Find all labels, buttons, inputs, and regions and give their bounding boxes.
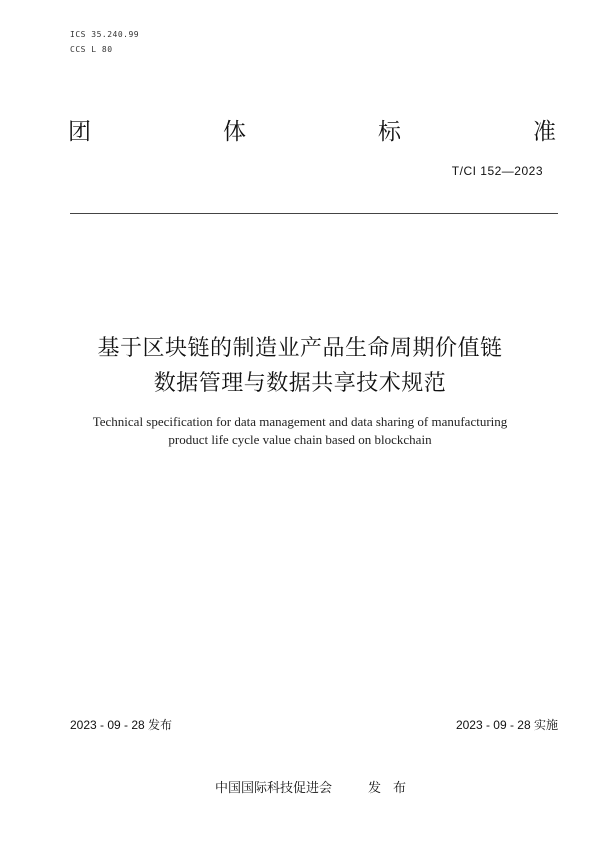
standard-type-char: 标	[378, 119, 401, 145]
ics-code: ICS 35.240.99	[70, 30, 140, 39]
standard-type-char: 团	[68, 119, 91, 145]
standard-type-heading	[68, 113, 556, 146]
english-title-line-2: product life cycle value chain based on blockchain	[168, 432, 432, 447]
header-divider	[70, 213, 558, 214]
chinese-title-line-2: 数据管理与数据共享技术规范	[153, 371, 447, 396]
publisher-name: 中国国际科技促进会	[215, 781, 333, 796]
implementation-date: 2023 - 09 - 28 实施	[455, 718, 558, 732]
english-title-line-1: Technical specification for data management and data sharing of manufacturing	[92, 414, 508, 429]
issue-date: 2023 - 09 - 28 发布	[70, 718, 173, 732]
chinese-title-line-1: 基于区块链的制造业产品生命周期价值链	[97, 336, 503, 361]
standard-type-char: 准	[533, 119, 556, 145]
standard-number: T/CI 152—2023	[451, 164, 543, 178]
ccs-code: CCS L 80	[70, 45, 113, 54]
publish-label: 发布	[368, 781, 419, 796]
standard-type-char: 体	[223, 119, 246, 145]
